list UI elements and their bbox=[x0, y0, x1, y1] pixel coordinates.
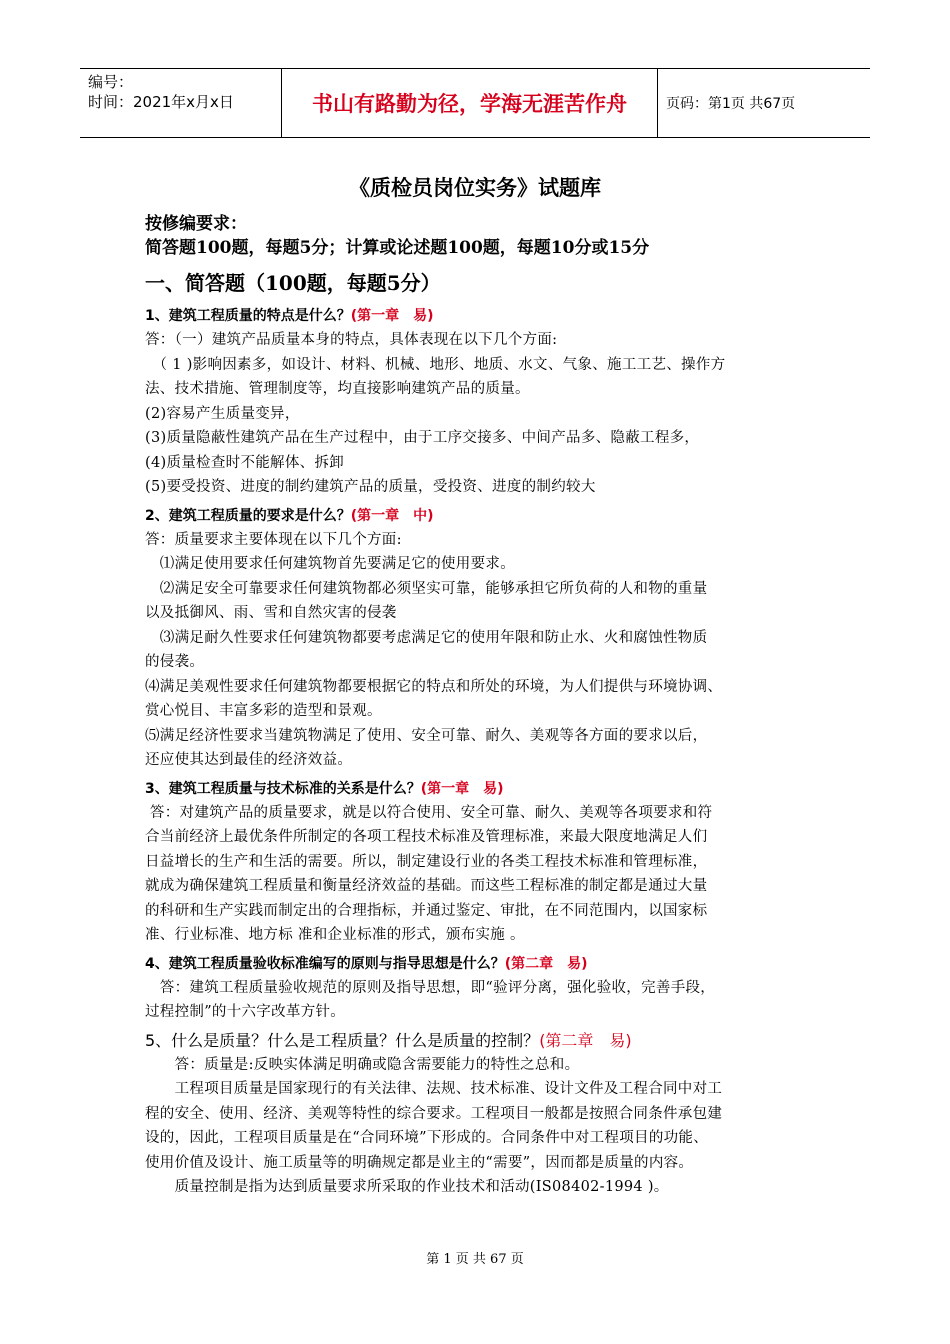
answer-line: 设的，因此，工程项目质量是在“合同环境”下形成的。合同条件中对工程项目的功能、 bbox=[145, 1130, 709, 1146]
answer-line: ⑷满足美观性要求任何建筑物都要根据它的特点和所处的环境，为人们提供与环境协调、 bbox=[145, 678, 723, 695]
question-2: 2、建筑工程质量的要求是什么？(第一章 中) bbox=[145, 507, 434, 524]
question-2-tag: (第一章 中) bbox=[350, 507, 434, 524]
answer-line: (2)容易产生质量变异， bbox=[145, 405, 300, 422]
answer-line: 合当前经济上最优条件所制定的各项工程技术标准及管理标准，来最大限度地满足人们 bbox=[145, 829, 708, 845]
answer-line: 答：质量是:反映实体满足明确或隐含需要能力的特性之总和。 bbox=[145, 1056, 580, 1073]
question-5: 5、什么是质量？什么是工程质量？什么是质量的控制？(第二章 易) bbox=[145, 1030, 632, 1050]
motto: 书山有路勤为径，学海无涯苦作舟 bbox=[282, 69, 658, 137]
question-4: 4、建筑工程质量验收标准编写的原则与指导思想是什么？(第二章 易) bbox=[145, 955, 588, 972]
answer-line: (3)质量隐蔽性建筑产品在生产过程中，由于工序交接多、中间产品多、隐蔽工程多， bbox=[145, 430, 700, 446]
answer-line: 使用价值及设计、施工质量等的明确规定都是业主的“需要”，因而都是质量的内容。 bbox=[145, 1154, 694, 1171]
section-title: 一、简答题（100题，每题5分） bbox=[145, 271, 441, 295]
page-info: 页码：第1页 共67页 bbox=[666, 96, 796, 112]
answer-line: 以及抵御风、雨、雪和自然灾害的侵袭 bbox=[145, 605, 397, 621]
answer-line: 答：对建筑产品的质量要求，就是以符合使用、安全可靠、耐久、美观等各项要求和符 bbox=[145, 804, 713, 821]
question-3: 3、建筑工程质量与技术标准的关系是什么？(第一章 易) bbox=[145, 780, 504, 797]
answer-5 bbox=[145, 1053, 825, 1200]
question-1: 1、建筑工程质量的特点是什么？(第一章 易) bbox=[145, 308, 434, 324]
answer-line: 就成为确保建筑工程质量和衡量经济效益的基础。而这些工程标准的制定都是通过大量 bbox=[145, 878, 708, 894]
requirements-heading: 按修编要求： bbox=[145, 214, 247, 234]
number-label: 编号： bbox=[88, 73, 134, 91]
answer-line: 还应使其达到最佳的经济效益。 bbox=[145, 752, 353, 768]
answer-line: 答：建筑工程质量验收规范的原则及指导思想，即“验评分离，强化验收，完善手段， bbox=[145, 979, 716, 996]
answer-line: ⑴满足使用要求任何建筑物首先要满足它的使用要求。 bbox=[145, 556, 515, 572]
document-title: 《质检员岗位实务》试题库 bbox=[349, 175, 601, 200]
answer-line: (5)要受投资、进度的制约建筑产品的质量，受投资、进度的制约较大 bbox=[145, 479, 596, 495]
answer-3 bbox=[145, 801, 825, 948]
answer-line: 的侵袭。 bbox=[145, 654, 205, 670]
answer-line: 的科研和生产实践而制定出的合理指标，并通过鉴定、审批，在不同范围内，以国家标 bbox=[145, 902, 708, 919]
answer-line: 赏心悦目、丰富多彩的造型和景观。 bbox=[145, 703, 382, 719]
answer-line: 答：质量要求主要体现在以下几个方面: bbox=[145, 531, 402, 548]
question-5-tag: (第二章 易) bbox=[539, 1030, 632, 1050]
question-4-tag: (第二章 易) bbox=[504, 955, 588, 972]
answer-line: 法、技术措施、管理制度等，均直接影响建筑产品的质量。 bbox=[145, 381, 530, 397]
time-label: 时间：2021年x月x日 bbox=[88, 93, 234, 111]
document-body bbox=[145, 212, 825, 1200]
answer-4 bbox=[145, 976, 825, 1025]
answer-line: 准、行业标准、地方标 准和企业标准的形式，颁布实施 。 bbox=[145, 927, 525, 943]
answer-line: ⑸满足经济性要求当建筑物满足了使用、安全可靠、耐久、美观等各方面的要求以后， bbox=[145, 727, 708, 744]
answer-1 bbox=[145, 328, 825, 500]
question-1-tag: (第一章 易) bbox=[350, 308, 434, 324]
requirements-detail: 简答题100题，每题5分；计算或论述题100题，每题10分或15分 bbox=[145, 238, 650, 258]
header-table bbox=[80, 68, 870, 138]
answer-line: ⑵满足安全可靠要求任何建筑物都必须坚实可靠，能够承担它所负荷的人和物的重量 bbox=[145, 580, 708, 597]
answer-line: 日益增长的生产和生活的需要。所以，制定建设行业的各类工程技术标准和管理标准， bbox=[145, 853, 708, 870]
answer-line: 过程控制”的十六字改革方针。 bbox=[145, 1004, 346, 1020]
answer-line: （ 1 )影响因素多，如设计、材料、机械、地形、地质、水文、气象、施工工艺、操作方 bbox=[145, 356, 726, 373]
question-3-tag: (第一章 易) bbox=[420, 780, 504, 797]
answer-2 bbox=[145, 528, 825, 773]
answer-line: 质量控制是指为达到质量要求所采取的作业技术和活动(IS08402-1994 )。 bbox=[145, 1179, 669, 1195]
page-footer: 第 1 页 共 67 页 bbox=[426, 1252, 524, 1267]
answer-line: 工程项目质量是国家现行的有关法律、法规、技术标准、设计文件及工程合同中对工 bbox=[145, 1081, 723, 1097]
header-meta-cell bbox=[80, 69, 282, 137]
answer-line: 答：（一）建筑产品质量本身的特点，具体表现在以下几个方面: bbox=[145, 332, 558, 348]
answer-line: 程的安全、使用、经济、美观等特性的综合要求。工程项目一般都是按照合同条件承包建 bbox=[145, 1105, 723, 1122]
answer-line: (4)质量检查时不能解体、拆卸 bbox=[145, 454, 345, 471]
answer-line: ⑶满足耐久性要求任何建筑物都要考虑满足它的使用年限和防止水、火和腐蚀性物质 bbox=[145, 629, 708, 646]
